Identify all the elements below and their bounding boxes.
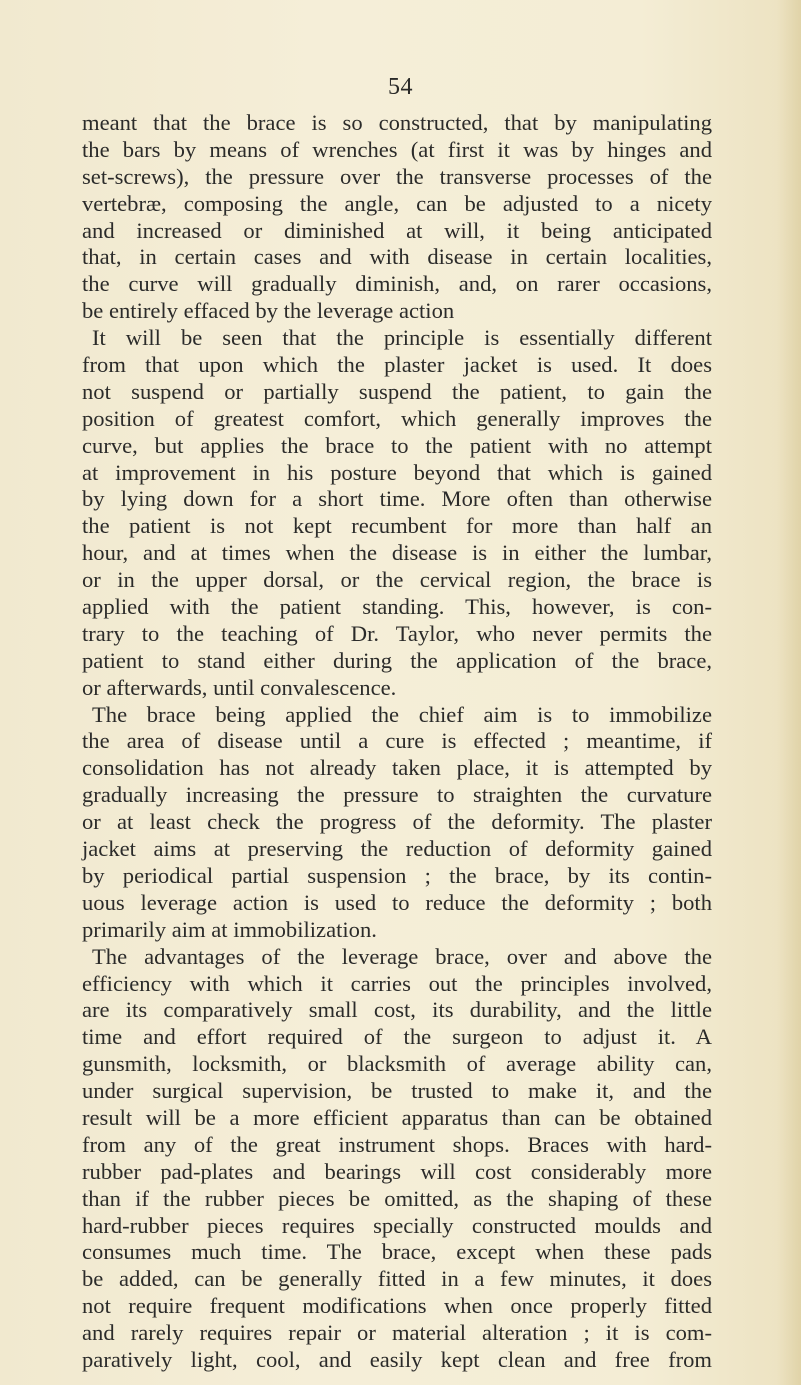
text-line: by lying down for a short time. More often than otherwise — [82, 486, 712, 512]
text-line: applied with the patient standing. This, however, is con- — [82, 594, 712, 620]
text-line: hour, and at times when the disease is in either the lumbar, — [82, 540, 712, 566]
text-line: at improvement in his posture beyond that which is gained — [82, 459, 712, 485]
text-line: result will be a more efficient apparatus than can be obtained — [82, 1104, 712, 1130]
text-line: rubber pad-plates and bearings will cost considerably more — [82, 1158, 712, 1184]
text-line: or afterwards, until convalescence. — [82, 674, 397, 700]
text-line: set-screws), the pressure over the transverse processes of the — [82, 163, 712, 189]
text-line: be added, can be generally fitted in a few minutes, it does — [82, 1266, 712, 1292]
text-line: the bars by means of wrenches (at first it was by hinges and — [82, 136, 712, 162]
text-line: patient to stand either during the application of the brace, — [82, 647, 712, 673]
text-line: paratively light, cool, and easily kept clean and free from — [82, 1346, 712, 1372]
text-line: time and effort required of the surgeon to adjust it. A — [82, 1024, 712, 1050]
text-line: by periodical partial suspension ; the brace, by its contin- — [82, 862, 712, 888]
text-line: primarily aim at immobilization. — [82, 916, 377, 942]
text-line: vertebræ, composing the angle, can be adjusted to a nicety — [82, 190, 712, 216]
text-line: meant that the brace is so constructed, that by manipulating — [82, 110, 712, 135]
text-line: efficiency with which it carries out the principles involved, — [82, 970, 712, 996]
page-number: 54 — [388, 74, 413, 100]
text-line: consumes much time. The brace, except when these pads — [82, 1239, 712, 1265]
text-line: The brace being applied the chief aim is to immobilize — [92, 701, 712, 727]
text-line: the curve will gradually diminish, and, on rarer occasions, — [82, 271, 712, 297]
text-line: and rarely requires repair or material alteration ; it is com- — [82, 1320, 712, 1346]
text-line: are its comparatively small cost, its durability, and the little — [82, 997, 712, 1023]
text-line: and increased or diminished at will, it being anticipated — [82, 217, 712, 243]
text-line: gradually increasing the pressure to straighten the curvature — [82, 782, 712, 808]
text-line: or in the upper dorsal, or the cervical region, the brace is — [82, 567, 712, 593]
text-line: consolidation has not already taken place, it is attempted by — [82, 755, 712, 781]
text-line: position of greatest comfort, which generally improves the — [82, 405, 712, 431]
text-line: that, in certain cases and with disease in certain localities, — [82, 244, 712, 270]
text-line: not suspend or partially suspend the patient, to gain the — [82, 378, 712, 404]
text-line: It will be seen that the principle is essentially different — [92, 325, 712, 351]
text-line: under surgical supervision, be trusted to make it, and the — [82, 1078, 712, 1104]
text-line: than if the rubber pieces be omitted, as the shaping of these — [82, 1185, 712, 1211]
text-line: curve, but applies the brace to the patient with no attempt — [82, 432, 712, 458]
text-line: The advantages of the leverage brace, over and above the — [92, 943, 712, 969]
text-line: or at least check the progress of the deformity. The plaster — [82, 809, 712, 835]
body-text — [82, 110, 712, 1374]
text-line: hard-rubber pieces requires specially constructed moulds and — [82, 1212, 712, 1238]
text-line: jacket aims at preserving the reduction of deformity gained — [82, 836, 712, 862]
text-line: the area of disease until a cure is effected ; meantime, if — [82, 728, 712, 754]
text-line: uous leverage action is used to reduce the deformity ; both — [82, 889, 712, 915]
text-line: be entirely effaced by the leverage action — [82, 298, 455, 324]
text-line: trary to the teaching of Dr. Taylor, who never permits the — [82, 620, 712, 646]
text-line: the patient is not kept recumbent for more than half an — [82, 513, 712, 539]
text-line: gunsmith, locksmith, or blacksmith of average ability can, — [82, 1051, 712, 1077]
text-line: from any of the great instrument shops. Braces with hard- — [82, 1131, 712, 1157]
text-line: not require frequent modifications when once properly fitted — [82, 1293, 712, 1319]
text-line: from that upon which the plaster jacket is used. It does — [82, 352, 712, 378]
